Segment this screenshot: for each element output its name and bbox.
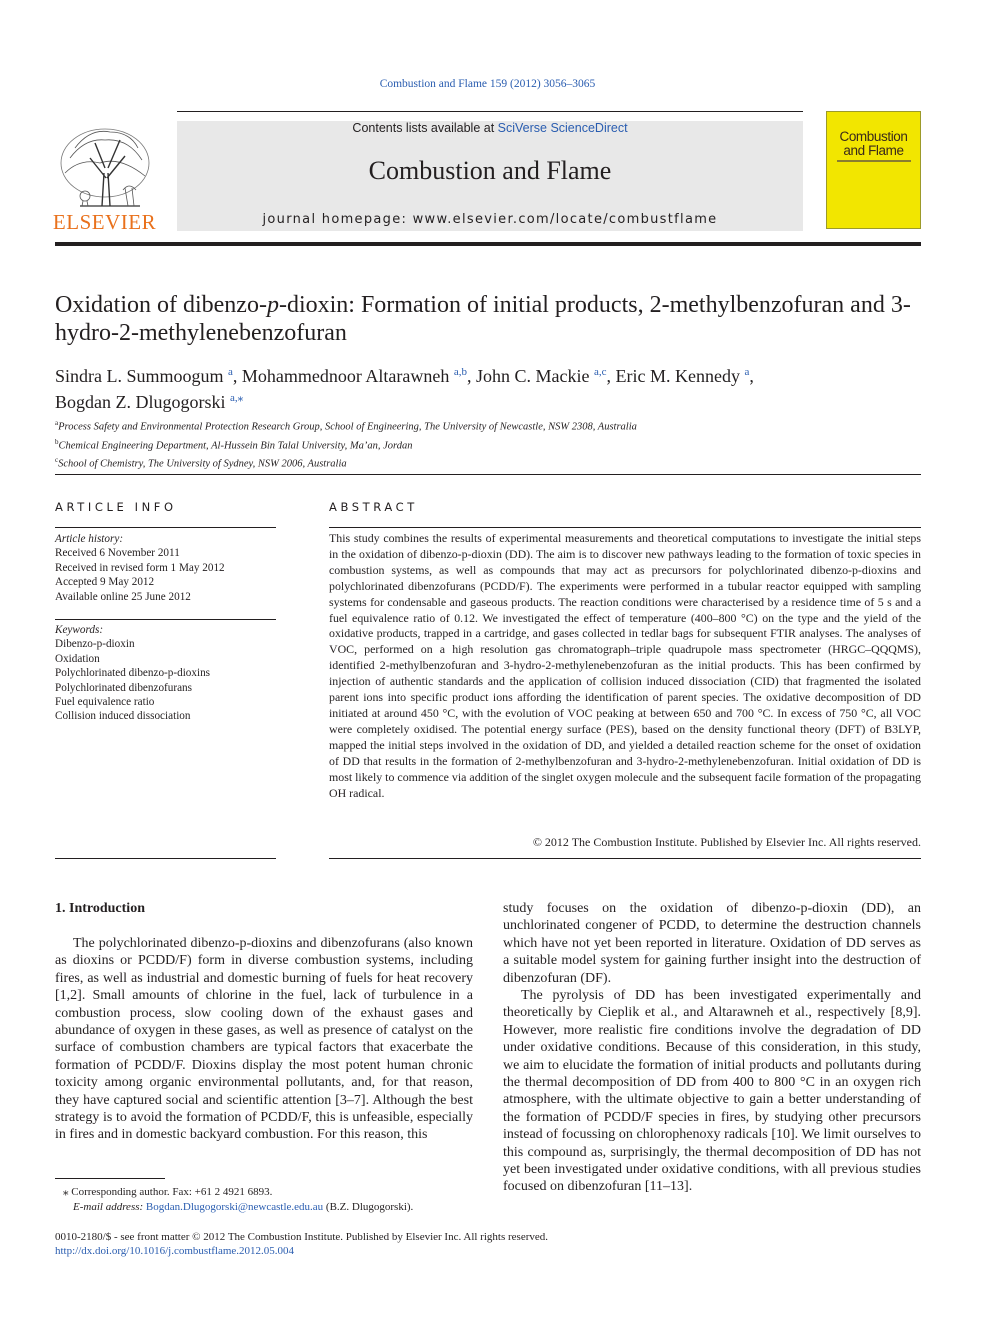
affiliations: [55, 416, 935, 472]
footnote-rule: [55, 1178, 165, 1179]
article-info-heading: ARTICLE INFO: [55, 500, 177, 514]
issn-line: 0010-2180/$ - see front matter © 2012 The Combustion Institute. Published by Elsevier Inc. All rights reserved.: [55, 1231, 548, 1243]
affiliation-text: Chemical Engineering Department, Al-Hussein Bin Talal University, Ma’an, Jordan: [58, 440, 413, 451]
email-label: E-mail address:: [73, 1201, 144, 1213]
email-note: [55, 1200, 473, 1215]
keyword-item: Oxidation: [55, 652, 100, 665]
header-thick-rule: [55, 242, 921, 246]
cover-title-line-1: Combustion: [839, 129, 908, 144]
footnotes: [55, 1185, 473, 1215]
title-text-2: -dioxin: Formation of initial products, 2-methylbenzofuran and 3-hydro-2-methylenebenzofuran: [55, 292, 911, 346]
author-affil-sup[interactable]: a,b: [453, 366, 467, 378]
section-heading-introduction: 1. Introduction: [55, 901, 145, 916]
author-affil-sup[interactable]: a,⁎: [230, 392, 244, 404]
affiliation-item: [55, 453, 935, 472]
abstract-text: This study combines the results of experimental measurements and theoretical computations to investigate the initial steps in the oxidation of dibenzo-p-dioxin (DD). The aim is to discover new pathways leading to the formation of toxic species in combustion systems, as well as compounds that may act as precursors for polychlorinated dibenzo-p-dioxins and polychlorinated dibenzofurans (PCDD/F). The experiments were performed in a tubular reactor equipped with sampling systems for condensable and gaseous products. The reaction conditions were characterised by a residence time of 5 s and a fuel equivalence ratio of 0.12. We investigated the effect of temperature (400–800 °C) on the type and the yield of the oxidative products, trapped in a cartridge, and gases collected in tedlar bags for subsequent FTIR analyses. The analyses of VOC, performed on a high resolution gas chromatograph–triple quadrupole mass spectrometer (HRGC–QQQMS), identified 2-methylbenzofuran and 3-hydro-2-methylenebenzofuran as the initial products. This has been confirmed by injection of authentic standards and the application of collision induced dissociation (CID) that fragmented the isolated parent ions into specific product ions affording the identification of parent species. The oxidative decomposition of DD initiated at around 450 °C, with the evolution of VOC peaking at between 650 and 700 °C. In excess of 750 °C, all VOC were completely oxidised. The potential energy surface (PES), based on the density functional theory (DFT) of B3LYP, mapped the initial steps involved in the oxidation of DD, and yielded a detailed reaction scheme for the onset of oxidation of DD that results in the formation of 2-methylbenzofuran and 3-hydro-2-methylenebenzofuran. Initial oxidation of DD is most likely to commence via addition of the singlet oxygen molecule and the subsequent facile formation of the propagating OH radical.: [329, 531, 921, 800]
keyword-item: Polychlorinated dibenzo-p-dioxins: [55, 667, 211, 680]
history-item: Received in revised form 1 May 2012: [55, 561, 225, 574]
article-info-rule: [55, 527, 276, 528]
intro-paragraph-1: The polychlorinated dibenzo-p-dioxins and dibenzofurans (also known as dioxins or PCDD/F) form in diverse combustion systems, including fires, as well as industrial and domestic burning of fuels for heat recovery [1,2]. Small amounts of chlorine in the fuel, lack of turbulence in a combustion process, slow cooling down of the exhaust gases and abundance of oxygen in these gases, as well as presence of catalyst on the surface of combustion chambers are typical factors that exacerbate the formation of PCDD/F. Dioxins display the most potent human chronic toxicity among organic environmental pollutants, and, for that reason, they have captured social and scientific attention [3–7]. Although the best strategy is to avoid the formation of PCDD/F, this is unfeasible, especially in fires and in domestic backyard combustion. For this reason, this: [55, 936, 473, 1143]
cover-title-line-2: and Flame: [843, 143, 904, 158]
journal-citation[interactable]: Combustion and Flame 159 (2012) 3056–3065: [379, 78, 596, 90]
history-label: Article history:: [55, 533, 124, 545]
author-affil-sup[interactable]: a,c: [593, 366, 607, 378]
cover-subtitle-bar: [837, 160, 911, 162]
doi-link[interactable]: http://dx.doi.org/10.1016/j.combustflame.2012.05.004: [55, 1245, 295, 1257]
keyword-item: Fuel equivalence ratio: [55, 696, 155, 709]
history-item: Accepted 9 May 2012: [55, 576, 155, 589]
abstract-bottom-rule: [329, 858, 921, 859]
title-text-1: Oxidation of dibenzo-: [55, 292, 267, 318]
contents-line: [177, 121, 803, 135]
author-name[interactable]: John C. Mackie: [476, 366, 590, 386]
abstract-heading: ABSTRACT: [329, 500, 418, 514]
corresponding-author-note: ⁎ Corresponding author. Fax: +61 2 4921 6893.: [63, 1186, 273, 1198]
keyword-item: Collision induced dissociation: [55, 710, 191, 723]
email-suffix: (B.Z. Dlugogorski).: [323, 1201, 414, 1213]
affiliation-key: a: [55, 419, 59, 427]
keywords: [55, 623, 276, 724]
intro-paragraph-2: The pyrolysis of DD has been investigated experimentally and theoretically by Cieplik et al., and Altarawneh et al., respectively [8,9]. However, more realistic fire conditions involve the degradation of DD under oxidative conditions. Because of this consideration, in this study, we aim to elucidate the formation of initial products and pollutants during the thermal decomposition of DD from 400 to 800 °C in an oxygen rich atmosphere, with the ultimate objective to gain a better understanding of the formation of PCDD/F species in fires, by studying other precursors instead of focussing on chlorophenoxy radicals [10]. We limit ourselves to this compound as, surprisingly, the thermal decomposition of DD has not yet been investigated under oxidative conditions, with all previous studies focused on dibenzofuran [11–13].: [503, 988, 921, 1195]
article-title: [55, 291, 935, 347]
title-italic-p: p: [266, 292, 279, 318]
journal-homepage[interactable]: journal homepage: www.elsevier.com/locate/combustflame: [262, 212, 718, 227]
contents-prefix: Contents lists available at: [352, 121, 498, 135]
affiliation-text: Process Safety and Environmental Protection Research Group, School of Engineering, The University of Newcastle, NSW 2308, Australia: [58, 421, 637, 433]
header-top-rule: [177, 111, 803, 112]
affiliation-item: [55, 435, 935, 454]
front-matter-footer: [55, 1230, 755, 1258]
keywords-rule: [55, 619, 276, 620]
sciencedirect-link[interactable]: SciVerse ScienceDirect: [497, 121, 628, 135]
affiliation-text: School of Chemistry, The University of Sydney, NSW 2006, Australia: [58, 458, 347, 470]
affiliation-key: b: [55, 437, 59, 446]
journal-name: Combustion and Flame: [368, 156, 612, 185]
publisher-name: ELSEVIER: [52, 210, 157, 234]
history-item: Available online 25 June 2012: [55, 590, 191, 603]
intro-paragraph-1-continued: study focuses on the oxidation of dibenzo-p-dioxin (DD), an unchlorinated congener of PCDD, to determine the destruction channels which have not yet been reported in literature. Oxidation of DD serves as a suitable model system for gaining further insight into the destruction of dibenzofuran (DF).: [503, 901, 921, 986]
affiliation-item: [55, 416, 935, 435]
author-name[interactable]: Eric M. Kennedy: [615, 366, 740, 386]
author-name[interactable]: Mohammednoor Altarawneh: [241, 366, 450, 386]
article-info-bottom-rule: [55, 858, 276, 859]
author-name[interactable]: Sindra L. Summoogum: [55, 366, 224, 386]
abstract-copyright: © 2012 The Combustion Institute. Published by Elsevier Inc. All rights reserved.: [532, 835, 921, 849]
article-history: [55, 532, 276, 604]
author-affil-sup[interactable]: a: [744, 366, 750, 378]
author-list: Sindra L. Summoogum $^a$, Mohammednoor Altarawneh $^{a,b}$, John C. Mackie $^{a,c}$, Eric M. Kennedy $^a$, Bogdan Z. Dlugogorski $^{a,⁎}$: [55, 366, 754, 412]
affiliation-rule: [55, 474, 921, 475]
journal-cover-thumbnail[interactable]: [826, 111, 921, 229]
affiliation-key: c: [55, 456, 59, 464]
keyword-item: Polychlorinated dibenzofurans: [55, 681, 193, 694]
email-link[interactable]: Bogdan.Dlugogorski@newcastle.edu.au: [145, 1201, 324, 1213]
history-item: Received 6 November 2011: [55, 547, 180, 560]
author-affil-sup[interactable]: a: [228, 366, 233, 378]
keywords-label: Keywords:: [55, 624, 104, 636]
cover-title: [827, 130, 920, 158]
keyword-item: Dibenzo-p-dioxin: [55, 638, 135, 651]
author-name[interactable]: Bogdan Z. Dlugogorski: [55, 392, 226, 412]
abstract-rule: [329, 527, 921, 528]
